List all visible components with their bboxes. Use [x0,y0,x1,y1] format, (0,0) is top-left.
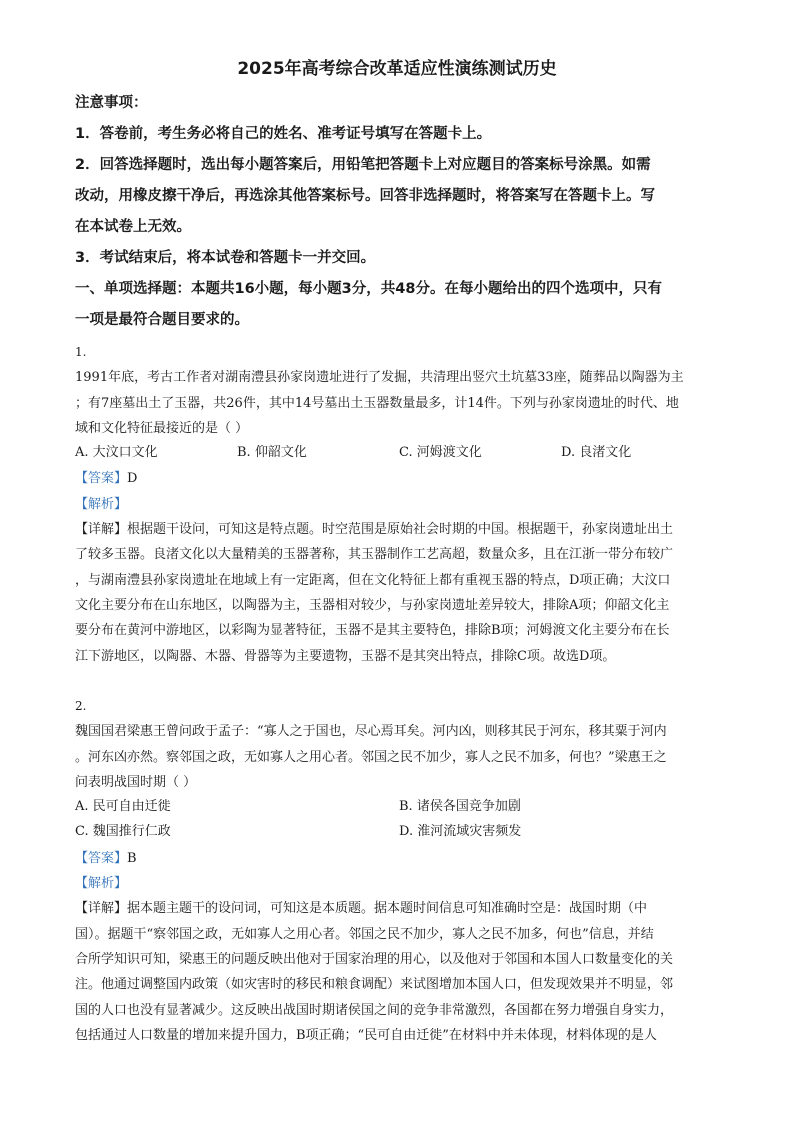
option-c: C. 魏国推行仁政 [75,824,171,840]
detail-line: 了较多玉器。良渚文化以大量精美的玉器著称，其玉器制作工艺高超，数量众多，且在江浙一带分布较广 [75,547,674,563]
question-stem-line: 魏国国君梁惠王曾问政于孟子：“寡人之于国也，尽心焉耳矣。河内凶，则移其民于河东，移其粟于河内 [75,724,667,740]
answer-line [75,846,725,871]
detail-line: ，与湖南澧县孙家岗遗址在地域上有一定距离，但在文化特征上都有重视玉器的特点，D项正确；大汶口 [75,572,671,588]
detail-line: 注。他通过调整国内政策（如灾害时的移民和粮食调配）来试图增加本国人口，但发现效果并不明显，邻 [75,977,674,993]
detail-text: 据本题主题干的设问词，可知这是本质题。据本题时间信息可知准确时空是：战国时期（中 [127,901,648,917]
page-title: 2025年高考综合改革适应性演练测试历史 [237,59,557,79]
detail-tag: 【详解】 [75,901,128,917]
detail-line [75,517,725,542]
notice-line: 2．回答选择题时，选出每小题答案后，用铅笔把答题卡上对应题目的答案标号涂黑。如需 [75,157,651,173]
notice-line: 在本试卷上无效。 [75,219,191,235]
detail-text: 根据题干设问，可知这是特点题。时空范围是原始社会时期的中国。根据题干，孙家岗遗址出土 [127,522,674,538]
detail-line: 国）。据题干“察邻国之政，无如寡人之用心者。邻国之民不加少，寡人之民不加多，何也”信息，并结 [75,926,654,942]
notice-line: 1．答卷前，考生务必将自己的姓名、准考证号填写在答题卡上。 [75,126,492,142]
section-heading-line: 一、单项选择题：本题共16小题，每小题3分，共48分。在每小题给出的四个选项中，只有 [75,281,662,297]
question-options [75,820,725,845]
question-stem-line: 1991年底，考古工作者对湖南澧县孙家岗遗址进行了发掘，共清理出竖穴土坑墓33座，随葬品以陶器为主 [75,370,684,386]
question-options [75,441,725,466]
detail-line: 文化主要分布在山东地区，以陶器为主，玉器相对较少，与孙家岗遗址差异较大，排除A项；仰韶文化主 [75,597,670,613]
detail-line: 国的人口也没有显著减少。这反映出战国时期诸侯国之间的竞争非常激烈，各国都在努力增强自身实力， [75,1002,674,1018]
answer-tag: 【答案】 [75,471,128,487]
detail-line: 要分布在黄河中游地区，以彩陶为显著特征，玉器不是其主要特色，排除B项；河姆渡文化主要分布在长 [75,623,670,639]
question-number: 1. [75,345,87,359]
section-heading-line: 一项是最符合题目要求的。 [75,312,249,328]
question-number: 2. [75,699,87,713]
question-stem-line: 域和文化特征最接近的是（ ） [75,420,249,436]
option-d: D. 良渚文化 [561,445,632,461]
analysis-tag: 【解析】 [75,876,128,892]
option-a: A. 民可自由迁徙 [75,799,171,815]
option-c: C. 河姆渡文化 [399,445,482,461]
notice-line: 改动，用橡皮擦干净后，再选涂其他答案标号。回答非选择题时，将答案写在答题卡上。写 [75,188,655,204]
question-2 [75,694,725,1048]
analysis-tag: 【解析】 [75,496,128,512]
answer-value: B [127,850,137,866]
detail-line: 包括通过人口数量的增加来提升国力，B项正确；“民可自由迁徙”在材料中并未体现，材料体现的是人 [75,1027,657,1043]
notice-line: 3．考试结束后，将本试卷和答题卡一并交回。 [75,250,376,266]
detail-line [75,896,725,921]
detail-tag: 【详解】 [75,522,128,538]
detail-line: 合所学知识可知，梁惠王的问题反映出他对于国家治理的用心，以及他对于邻国和本国人口数量变化的关 [75,951,674,967]
detail-line: 江下游地区，以陶器、木器、骨器等为主要遗物，玉器不是其突出特点，排除C项。故选D项。 [75,648,616,664]
option-b: B. 仰韶文化 [237,445,307,461]
option-a: A. 大汶口文化 [75,445,158,461]
question-options [75,795,725,820]
notice-heading: 注意事项： [75,95,148,111]
question-stem-line: ；有7座墓出土了玉器，共26件，其中14号墓出土玉器数量最多，计14件。下列与孙家岗遗址的时代、地 [75,395,679,411]
answer-line [75,466,725,491]
question-1 [75,340,725,669]
question-stem-line: 问表明战国时期（ ） [75,774,197,790]
answer-value: D [127,471,138,487]
option-b: B. 诸侯各国竞争加剧 [399,799,521,815]
option-d: D. 淮河流域灾害频发 [399,824,522,840]
question-stem-line: 。河东凶亦然。察邻国之政，无如寡人之用心者。邻国之民不加少，寡人之民不加多，何也？”梁惠王之 [75,749,667,765]
notice-section [75,88,725,336]
answer-tag: 【答案】 [75,850,128,866]
